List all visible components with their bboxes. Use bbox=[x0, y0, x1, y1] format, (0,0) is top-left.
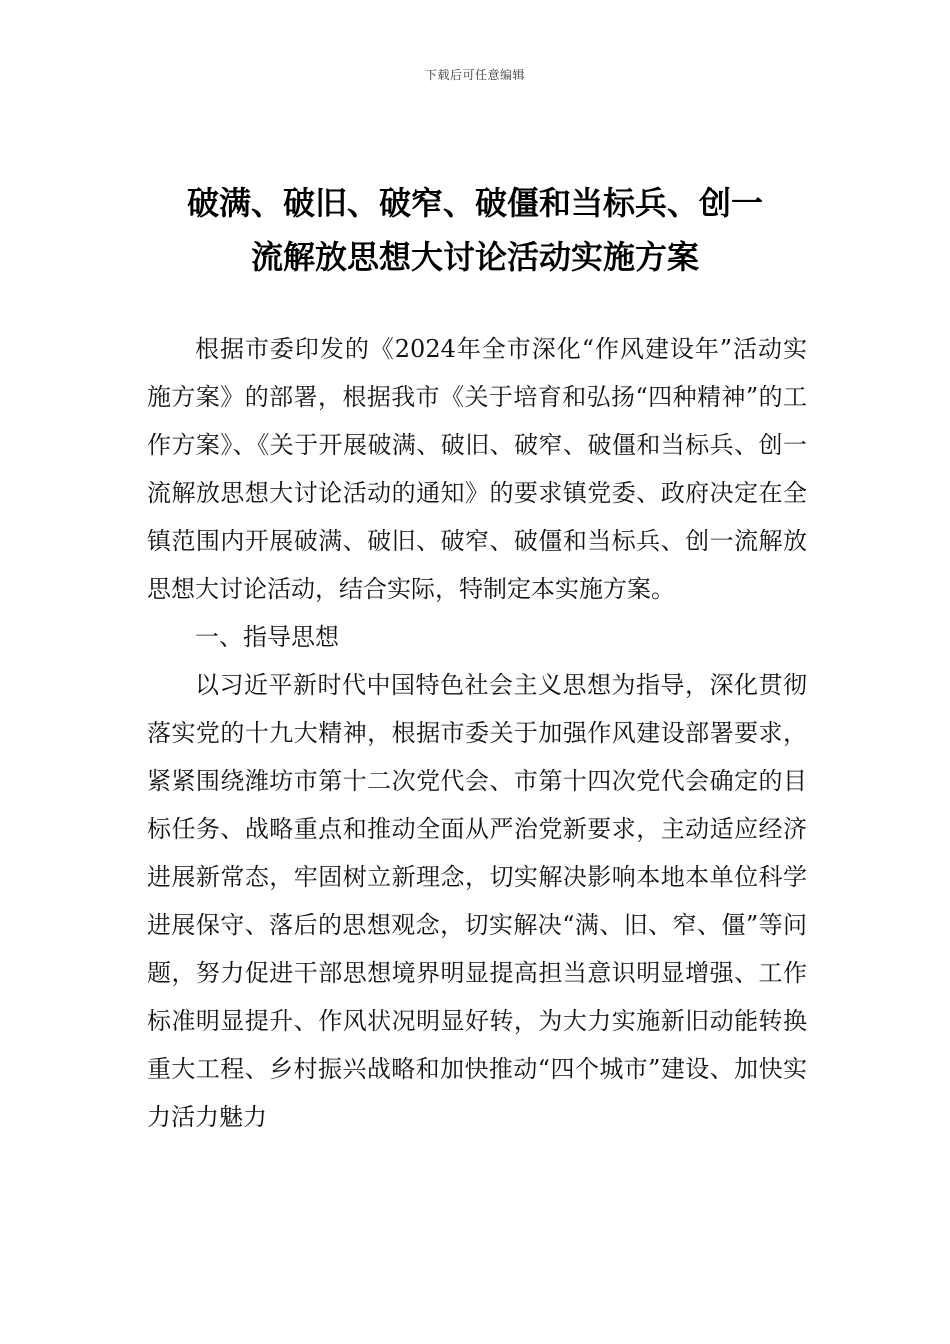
header-note: 下载后可任意编辑 bbox=[424, 68, 525, 82]
document-title bbox=[140, 176, 810, 284]
title-line-1: 破满、破旧、破窄、破僵和当标兵、创一 bbox=[186, 184, 763, 222]
section-heading-guiding-ideology: 一、指导思想 bbox=[195, 623, 339, 651]
document-body bbox=[147, 325, 807, 1141]
title-line-2: 流解放思想大讨论活动实施方案 bbox=[250, 238, 699, 276]
intro-paragraph: 根据市委印发的《2024年全市深化“作风建设年”活动实施方案》的部署，根据我市《关于培育和弘扬“四种精神”的工作方案》、《关于开展破满、破旧、破窄、破僵和当标兵、创一流解放思想大讨论活动的通知》的要求镇党委、政府决定在全镇范围内开展破满、破旧、破窄、破僵和当标兵、创一流解放思想大讨论活动，结合实际，特制定本实施方案。 bbox=[147, 335, 807, 603]
guiding-ideology-paragraph: 以习近平新时代中国特色社会主义思想为指导，深化贯彻落实党的十九大精神，根据市委关于加强作风建设部署要求，紧紧围绕潍坊市第十二次党代会、市第十四次党代会确定的目标任务、战略重点和推动全面从严治党新要求，主动适应经济进展新常态，牢固树立新理念，切实解决影响本地本单位科学进展保守、落后的思想观念，切实解决“满、旧、窄、僵”等问题，努力促进干部思想境界明显提高担当意识明显增强、工作标准明显提升、作风状况明显好转，为大力实施新旧动能转换重大工程、乡村振兴战略和加快推动“四个城市”建设、加快实力活力魅力 bbox=[147, 671, 807, 1131]
